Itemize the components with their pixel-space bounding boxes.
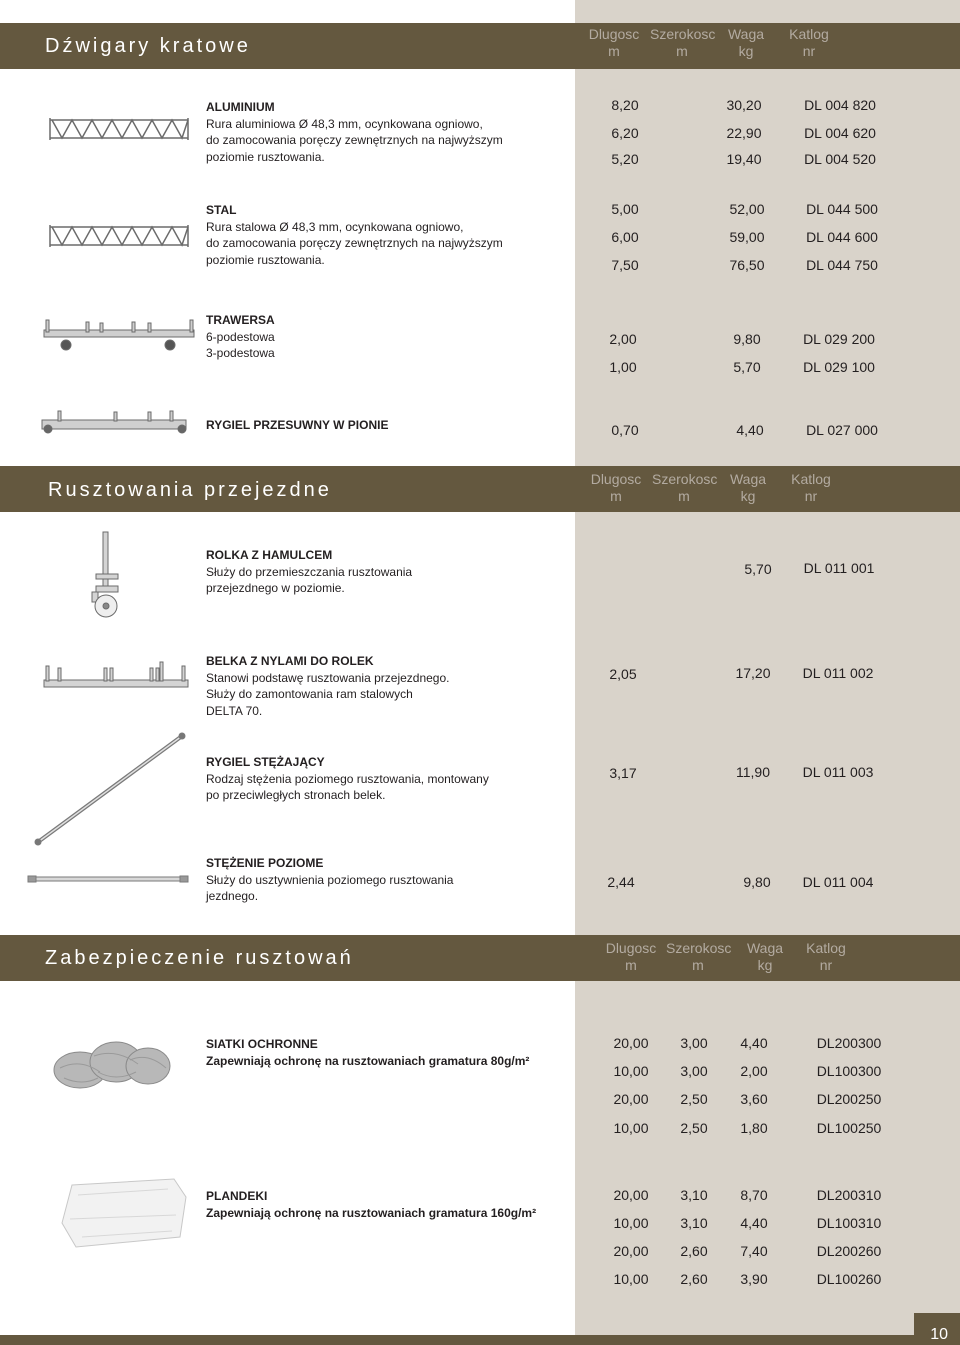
item-name: RYGIEL PRZESUWNY W PIONIE [206, 418, 389, 432]
value-width: 3,00 [680, 1035, 708, 1051]
value-weight: 5,70 [733, 359, 761, 375]
value-weight: 7,40 [740, 1243, 768, 1259]
value-weight: 1,80 [740, 1120, 768, 1136]
value-catalog: DL 011 001 [803, 560, 875, 576]
value-catalog: DL100300 [816, 1063, 882, 1079]
item-description: TRAWERSA 6-podestowa 3-podestowa [206, 312, 536, 362]
caster-beam-image [40, 660, 192, 694]
value-weight: 76,50 [729, 257, 765, 273]
value-catalog: DL 044 500 [806, 201, 878, 217]
column-header-length: Dlugosc m [590, 471, 642, 504]
value-catalog: DL100260 [816, 1271, 882, 1287]
item-description: STĘŻENIE POZIOME Służy do usztywnienia poziomego rusztowania jezdnego. [206, 855, 536, 905]
column-header-weight: Waga kg [727, 26, 765, 59]
value-length: 10,00 [613, 1120, 649, 1136]
value-length: 2,44 [607, 874, 635, 890]
item-name: ALUMINIUM [206, 100, 275, 114]
protective-net-image [50, 1030, 175, 1095]
value-weight: 22,90 [726, 125, 762, 141]
value-weight: 9,80 [733, 331, 761, 347]
value-length: 20,00 [613, 1187, 649, 1203]
value-weight: 9,80 [743, 874, 771, 890]
steel-truss-image [48, 224, 190, 248]
value-length: 0,70 [611, 422, 639, 438]
value-length: 20,00 [613, 1243, 649, 1259]
sliding-ledger-image [38, 408, 190, 438]
value-width: 3,10 [680, 1187, 708, 1203]
section-title: Rusztowania przejezdne [48, 479, 332, 501]
value-weight: 4,40 [740, 1215, 768, 1231]
value-weight: 59,00 [729, 229, 765, 245]
value-width: 2,50 [680, 1120, 708, 1136]
item-name: ROLKA Z HAMULCEM [206, 548, 333, 562]
item-description: STAL Rura stalowa Ø 48,3 mm, ocynkowana ogniowo, do zamocowania poręczy zewnętrznych na najwyższym poziomie rusztowania. [206, 202, 536, 268]
value-catalog: DL 004 520 [804, 151, 876, 167]
value-catalog: DL100250 [816, 1120, 882, 1136]
column-header-weight: Waga kg [729, 471, 767, 504]
value-weight: 19,40 [726, 151, 762, 167]
value-length: 6,20 [611, 125, 639, 141]
value-length: 10,00 [613, 1063, 649, 1079]
column-header-catalog: Katlog nr [806, 940, 846, 973]
value-weight: 3,60 [740, 1091, 768, 1107]
footer-bar [0, 1335, 960, 1345]
value-weight: 4,40 [736, 422, 764, 438]
value-length: 8,20 [611, 97, 639, 113]
value-catalog: DL 004 820 [804, 97, 876, 113]
column-header-width: Szerokosc m [652, 471, 718, 504]
item-description: BELKA Z NYLAMI DO ROLEK Stanowi podstawę rusztowania przejezdnego. Służy do zamontowania ram stalowych DELTA 70. [206, 653, 536, 719]
value-catalog: DL 011 004 [802, 874, 874, 890]
value-weight: 2,00 [740, 1063, 768, 1079]
value-length: 5,20 [611, 151, 639, 167]
section-title: Zabezpieczenie rusztowań [45, 947, 354, 969]
value-catalog: DL 044 750 [806, 257, 878, 273]
braked-caster-image [80, 530, 132, 620]
value-weight: 52,00 [729, 201, 765, 217]
value-length: 1,00 [609, 359, 637, 375]
value-length: 10,00 [613, 1215, 649, 1231]
value-catalog: DL200310 [816, 1187, 882, 1203]
value-weight: 11,90 [736, 764, 770, 780]
item-name: STAL [206, 203, 237, 217]
value-weight: 4,40 [740, 1035, 768, 1051]
item-name: RYGIEL STĘŻAJĄCY [206, 755, 325, 769]
item-description: SIATKI OCHRONNE Zapewniają ochronę na rusztowaniach gramatura 80g/m² [206, 1036, 546, 1069]
value-catalog: DL100310 [816, 1215, 882, 1231]
item-name: SIATKI OCHRONNE [206, 1037, 318, 1051]
value-catalog: DL 029 200 [803, 331, 875, 347]
value-width: 2,60 [680, 1271, 708, 1287]
item-name: TRAWERSA [206, 313, 275, 327]
item-description: PLANDEKI Zapewniają ochronę na rusztowaniach gramatura 160g/m² [206, 1188, 546, 1221]
item-name: BELKA Z NYLAMI DO ROLEK [206, 654, 374, 668]
value-length: 10,00 [613, 1271, 649, 1287]
value-width: 2,60 [680, 1243, 708, 1259]
section-banner [0, 466, 960, 512]
value-length: 2,05 [609, 666, 637, 682]
item-description: ALUMINIUM Rura aluminiowa Ø 48,3 mm, ocynkowana ogniowo, do zamocowania poręczy zewnętrznych na najwyższym poziomie rusztowania. [206, 99, 536, 165]
value-catalog: DL 011 002 [802, 665, 874, 681]
value-weight: 3,90 [740, 1271, 768, 1287]
value-catalog: DL 027 000 [806, 422, 878, 438]
value-catalog: DL200300 [816, 1035, 882, 1051]
value-width: 2,50 [680, 1091, 708, 1107]
item-description: ROLKA Z HAMULCEM Służy do przemieszczania rusztowania przejezdnego w poziomie. [206, 547, 536, 597]
value-length: 2,00 [609, 331, 637, 347]
section-banner [0, 935, 960, 981]
aluminium-truss-image [48, 117, 190, 141]
value-length: 3,17 [609, 765, 637, 781]
value-width: 3,10 [680, 1215, 708, 1231]
value-width: 3,00 [680, 1063, 708, 1079]
value-weight: 17,20 [735, 665, 771, 681]
tarpaulin-image [56, 1175, 190, 1251]
value-weight: 30,20 [726, 97, 762, 113]
section-title: Dźwigary kratowe [45, 35, 251, 57]
value-length: 5,00 [611, 201, 639, 217]
column-header-width: Szerokosc m [650, 26, 716, 59]
value-length: 20,00 [613, 1035, 649, 1051]
value-catalog: DL200260 [816, 1243, 882, 1259]
value-catalog: DL200250 [816, 1091, 882, 1107]
value-length: 6,00 [611, 229, 639, 245]
item-description: RYGIEL STĘŻAJĄCY Rodzaj stężenia poziomego rusztowania, montowany po przeciwległych stronach belek. [206, 754, 536, 804]
value-catalog: DL 029 100 [803, 359, 875, 375]
section-banner [0, 23, 960, 69]
item-description [206, 417, 536, 434]
column-header-width: Szerokosc m [666, 940, 732, 973]
bracing-bar-image [32, 730, 188, 848]
value-weight: 8,70 [740, 1187, 768, 1203]
page-number: 10 [914, 1313, 960, 1345]
value-weight: 5,70 [744, 561, 772, 577]
column-header-catalog: Katlog nr [789, 26, 829, 59]
column-header-length: Dlugosc m [605, 940, 657, 973]
column-header-length: Dlugosc m [588, 26, 640, 59]
value-catalog: DL 011 003 [802, 764, 874, 780]
transom-image [40, 316, 200, 356]
item-name: PLANDEKI [206, 1189, 268, 1203]
value-catalog: DL 004 620 [804, 125, 876, 141]
column-header-catalog: Katlog nr [791, 471, 831, 504]
item-name: STĘŻENIE POZIOME [206, 856, 324, 870]
value-catalog: DL 044 600 [806, 229, 878, 245]
value-length: 7,50 [611, 257, 639, 273]
value-length: 20,00 [613, 1091, 649, 1107]
horizontal-brace-image [26, 873, 190, 885]
column-header-weight: Waga kg [746, 940, 784, 973]
